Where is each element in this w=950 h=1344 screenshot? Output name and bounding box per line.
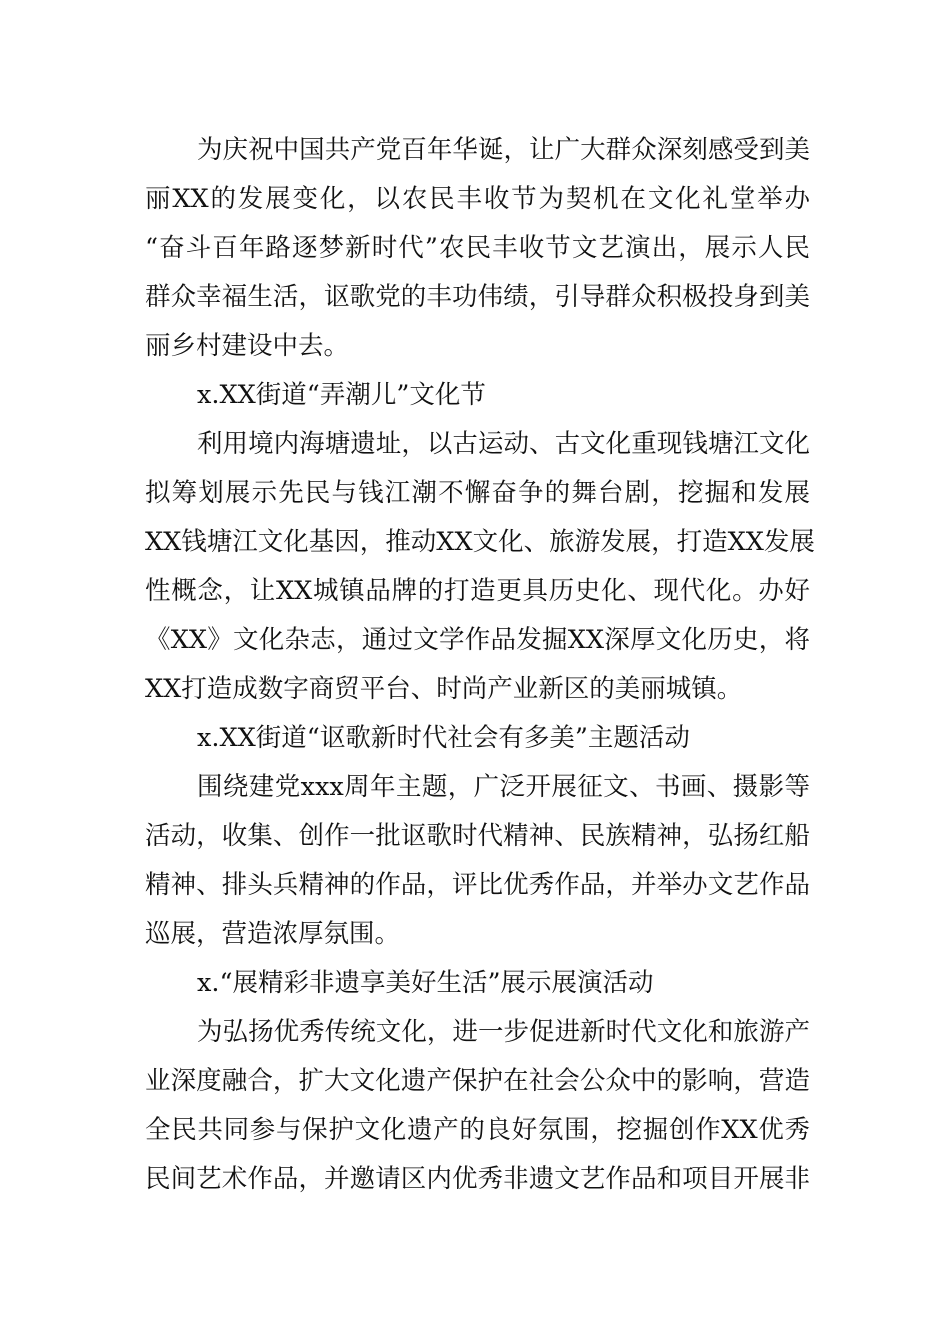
paragraph-theme-activity bbox=[145, 763, 810, 959]
text-line: 为弘扬优秀传统文化，进一步促进新时代文化和旅游产 bbox=[197, 1017, 810, 1047]
text-line: “奋斗百年路逐梦新时代”农民丰收节文艺演出，展示人民 bbox=[145, 233, 810, 263]
document-body bbox=[145, 126, 815, 1204]
text-line: 《XX》文化杂志，通过文学作品发掘XX深厚文化历史，将 bbox=[145, 625, 810, 655]
text-line: 民间艺术作品，并邀请区内优秀非遗文艺作品和项目开展非 bbox=[145, 1164, 810, 1194]
text-line: 活动，收集、创作一批讴歌时代精神、民族精神，弘扬红船 bbox=[145, 821, 810, 851]
section-heading: x.XX街道“讴歌新时代社会有多美”主题活动 bbox=[197, 723, 690, 753]
paragraph-heritage-showcase bbox=[145, 1008, 810, 1204]
text-line: 业深度融合，扩大文化遗产保护在社会公众中的影响，营造 bbox=[145, 1066, 810, 1096]
text-line: 围绕建党xxx周年主题，广泛开展征文、书画、摄影等 bbox=[197, 772, 810, 802]
text-line: 丽XX的发展变化，以农民丰收节为契机在文化礼堂举办 bbox=[145, 184, 810, 214]
text-line: 精神、排头兵精神的作品，评比优秀作品，并举办文艺作品 bbox=[145, 870, 810, 900]
text-line: 为庆祝中国共产党百年华诞，让广大群众深刻感受到美 bbox=[197, 135, 810, 165]
text-line: 性概念，让XX城镇品牌的打造更具历史化、现代化。办好 bbox=[145, 576, 810, 606]
paragraph-celebration bbox=[145, 126, 810, 371]
text-line: XX打造成数字商贸平台、时尚产业新区的美丽城镇。 bbox=[145, 674, 743, 704]
section-heading: x.“展精彩非遗享美好生活”展示展演活动 bbox=[197, 968, 654, 998]
paragraph-tide-festival bbox=[145, 420, 815, 714]
text-line: 拟筹划展示先民与钱江潮不懈奋争的舞台剧，挖掘和发展 bbox=[145, 478, 810, 508]
text-line: 巡展，营造浓厚氛围。 bbox=[145, 919, 401, 949]
text-line: 丽乡村建设中去。 bbox=[145, 331, 350, 361]
text-line: 群众幸福生活，讴歌党的丰功伟绩，引导群众积极投身到美 bbox=[145, 282, 810, 312]
text-line: XX钱塘江文化基因，推动XX文化、旅游发展，打造XX发展 bbox=[145, 527, 815, 557]
section-heading: x.XX街道“弄潮儿”文化节 bbox=[197, 380, 486, 410]
text-line: 全民共同参与保护文化遗产的良好氛围，挖掘创作XX优秀 bbox=[145, 1115, 810, 1145]
text-line: 利用境内海塘遗址，以古运动、古文化重现钱塘江文化 bbox=[197, 429, 810, 459]
